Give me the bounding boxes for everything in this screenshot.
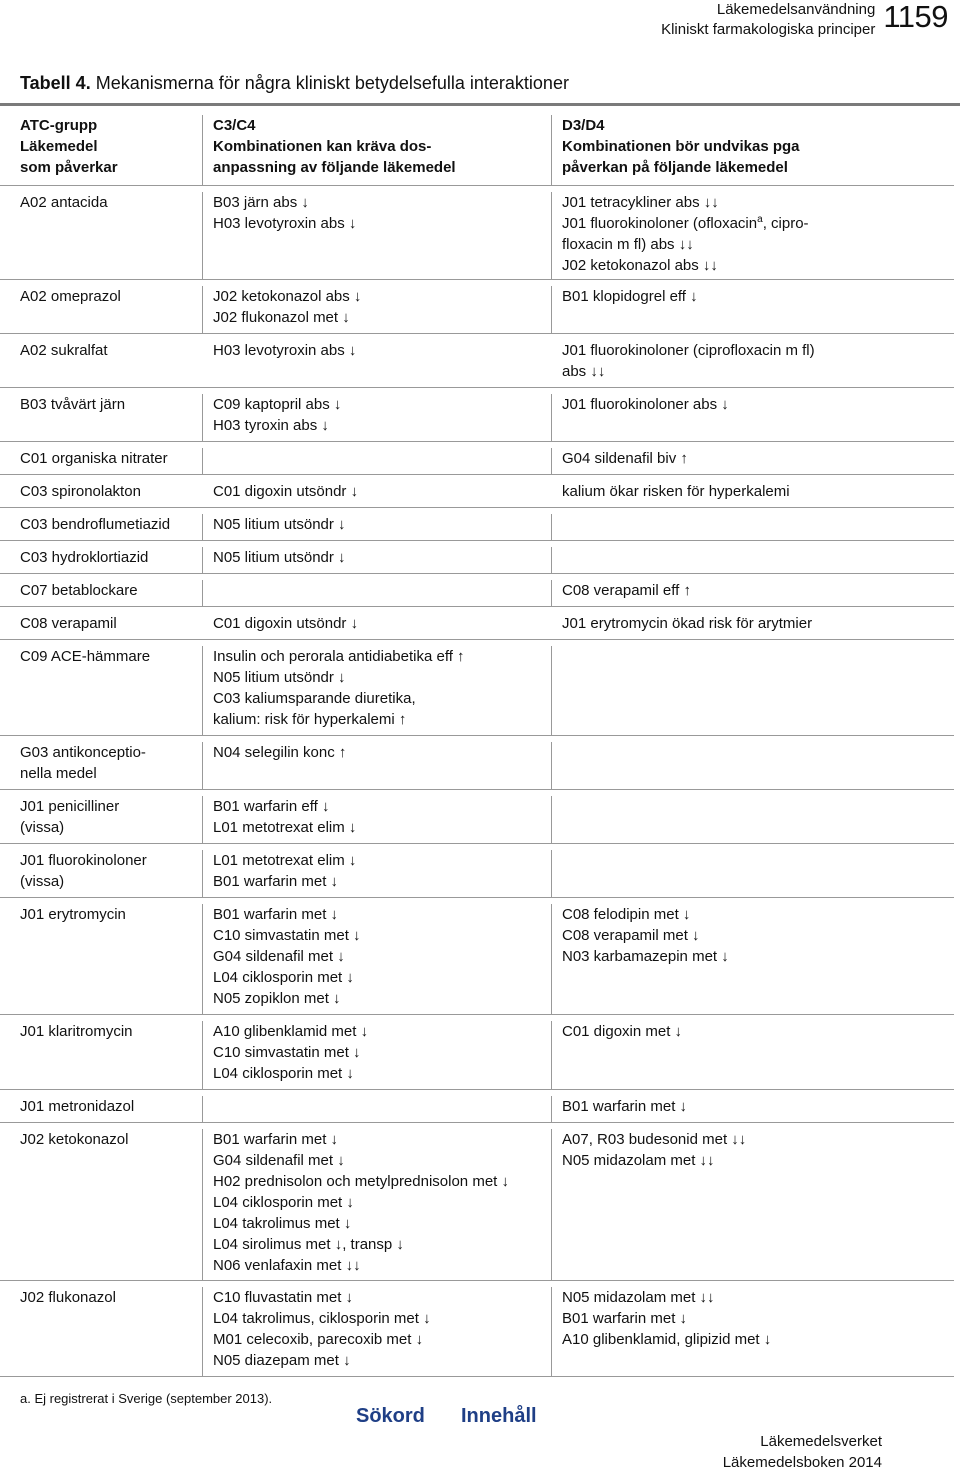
atc-cell [0, 796, 203, 843]
cell-line: H03 levotyroxin abs ↓ [213, 342, 357, 359]
cell-line: L01 metotrexat elim ↓ [213, 819, 357, 836]
header-line: D3/D4 [562, 117, 605, 134]
atc-cell [0, 613, 203, 639]
cell-line: C01 digoxin utsöndr ↓ [213, 615, 359, 632]
cell-line: C01 digoxin utsöndr ↓ [213, 483, 359, 500]
cell-line: C10 fluvastatin met ↓ [213, 1289, 354, 1306]
cell-line: C08 verapamil [20, 615, 117, 632]
publisher-name: Läkemedelsverket [760, 1433, 882, 1450]
header-line: anpassning av följande läkemedel [213, 159, 456, 176]
cell-line: C10 simvastatin met ↓ [213, 1044, 361, 1061]
table-body [0, 186, 954, 1377]
cell-line: J01 erytromycin [20, 906, 126, 923]
d3d4-cell [552, 904, 954, 1014]
cell-line: C03 kaliumsparande diuretika, [213, 690, 416, 707]
table-row [0, 844, 954, 898]
c3c4-cell [203, 580, 552, 606]
cell-line: C01 organiska nitrater [20, 450, 168, 467]
cell-line: C08 verapamil met ↓ [562, 927, 700, 944]
d3d4-cell [552, 850, 954, 897]
cell-line: N05 zopiklon met ↓ [213, 990, 341, 1007]
table-row [0, 334, 954, 388]
header-line: som påverkar [20, 159, 118, 176]
table-row [0, 1015, 954, 1090]
atc-cell [0, 481, 203, 507]
d3d4-cell [552, 580, 954, 606]
d3d4-cell [552, 394, 954, 441]
c3c4-cell [203, 514, 552, 540]
cell-line: C03 hydroklortiazid [20, 549, 149, 566]
cell-line: kalium: risk för hyperkalemi ↑ [213, 711, 407, 728]
table-title: Mekanismerna för några kliniskt betydelsefulla interaktioner [95, 73, 569, 93]
cell-line: J02 flukonazol [20, 1289, 116, 1306]
cell-line: M01 celecoxib, parecoxib met ↓ [213, 1331, 424, 1348]
table-header [0, 106, 954, 186]
atc-cell [0, 1021, 203, 1089]
cell-line: A02 sukralfat [20, 342, 108, 359]
header-line: Läkemedel [20, 138, 98, 155]
d3d4-cell [552, 192, 954, 279]
cell-line: G03 antikonceptio- [20, 744, 146, 761]
running-header [661, 0, 875, 40]
table-row [0, 574, 954, 607]
c3c4-cell [203, 850, 552, 897]
atc-cell [0, 340, 203, 387]
atc-cell [0, 904, 203, 1014]
cell-line: (vissa) [20, 819, 65, 836]
cell-line: J01 fluorokinoloner [20, 852, 147, 869]
cell-line: N05 diazepam met ↓ [213, 1352, 351, 1369]
atc-cell [0, 646, 203, 735]
cell-line: L04 takrolimus, ciklosporin met ↓ [213, 1310, 431, 1327]
d3d4-cell [552, 514, 954, 540]
cell-line: N04 selegilin konc ↑ [213, 744, 347, 761]
cell-line: G04 sildenafil met ↓ [213, 948, 345, 965]
cell-line: abs ↓↓ [562, 363, 606, 380]
cell-line: C01 digoxin met ↓ [562, 1023, 683, 1040]
table-caption [20, 73, 569, 94]
cell-line: A07, R03 budesonid met ↓↓ [562, 1131, 747, 1148]
atc-cell [0, 850, 203, 897]
header-atc [0, 115, 203, 185]
cell-line: A02 omeprazol [20, 288, 121, 305]
cell-line: N03 karbamazepin met ↓ [562, 948, 729, 965]
header-c3c4 [203, 115, 552, 185]
page-header [661, 0, 948, 40]
atc-cell [0, 448, 203, 474]
cell-line: B03 tvåvärt järn [20, 396, 126, 413]
atc-cell [0, 1287, 203, 1376]
cell-line: A02 antacida [20, 194, 108, 211]
table-of-contents-link[interactable]: Innehåll [461, 1405, 537, 1427]
cell-line: G04 sildenafil met ↓ [213, 1152, 345, 1169]
d3d4-cell [552, 1021, 954, 1089]
cell-line: C03 bendroflumetiazid [20, 516, 171, 533]
cell-line: J01 fluorokinoloner (ofloxacin$^a$, cipro- [562, 214, 809, 232]
cell-line: Insulin och perorala antidiabetika eff ↑ [213, 648, 465, 665]
table-row [0, 790, 954, 844]
cell-line: J01 tetracykliner abs ↓↓ [562, 194, 719, 211]
header-line: C3/C4 [213, 117, 256, 134]
table-row [0, 607, 954, 640]
cell-line: C07 betablockare [20, 582, 138, 599]
cell-line: B03 järn abs ↓ [213, 194, 309, 211]
table-row [0, 475, 954, 508]
cell-line: J02 ketokonazol abs ↓↓ [562, 257, 718, 274]
cell-line: L04 ciklosporin met ↓ [213, 1194, 354, 1211]
c3c4-cell [203, 613, 552, 639]
cell-line: H03 tyroxin abs ↓ [213, 417, 329, 434]
c3c4-cell [203, 340, 552, 387]
cell-line: N06 venlafaxin met ↓↓ [213, 1257, 361, 1274]
atc-cell [0, 192, 203, 279]
atc-cell [0, 1129, 203, 1280]
d3d4-cell [552, 448, 954, 474]
table-label: Tabell 4. [20, 73, 91, 93]
c3c4-cell [203, 1021, 552, 1089]
cell-line: C08 felodipin met ↓ [562, 906, 691, 923]
c3c4-cell [203, 1287, 552, 1376]
c3c4-cell [203, 904, 552, 1014]
cell-line: B01 klopidogrel eff ↓ [562, 288, 698, 305]
header-section: Läkemedelsanvändning [716, 1, 876, 18]
c3c4-cell [203, 1096, 552, 1122]
header-line: Kombinationen kan kräva dos- [213, 138, 432, 155]
table-row [0, 508, 954, 541]
table-row [0, 736, 954, 790]
d3d4-cell [552, 547, 954, 573]
c3c4-cell [203, 796, 552, 843]
cell-line: B01 warfarin met ↓ [562, 1310, 688, 1327]
cell-line: N05 litium utsöndr ↓ [213, 516, 346, 533]
cell-text-continuation: , cipro- [762, 215, 809, 232]
table-row [0, 1090, 954, 1123]
c3c4-cell [203, 646, 552, 735]
cell-line: kalium ökar risken för hyperkalemi [562, 483, 790, 500]
cell-line: N05 midazolam met ↓↓ [562, 1289, 715, 1306]
page-number: 1159 [883, 0, 948, 34]
interaction-table [0, 106, 954, 1377]
d3d4-cell [552, 742, 954, 789]
d3d4-cell [552, 1287, 954, 1376]
cell-line: L04 ciklosporin met ↓ [213, 969, 354, 986]
cell-line: A10 glibenklamid, glipizid met ↓ [562, 1331, 772, 1348]
d3d4-cell [552, 613, 954, 639]
cell-line: B01 warfarin met ↓ [213, 1131, 339, 1148]
c3c4-cell [203, 394, 552, 441]
table-row [0, 388, 954, 442]
c3c4-cell [203, 192, 552, 279]
cell-line: J01 penicilliner [20, 798, 120, 815]
d3d4-cell [552, 286, 954, 333]
c3c4-cell [203, 742, 552, 789]
table-row [0, 186, 954, 280]
c3c4-cell [203, 481, 552, 507]
table-row [0, 442, 954, 475]
cell-line: A10 glibenklamid met ↓ [213, 1023, 369, 1040]
atc-cell [0, 394, 203, 441]
cell-line: J01 fluorokinoloner abs ↓ [562, 396, 729, 413]
table-row [0, 541, 954, 574]
cell-line: floxacin m fl) abs ↓↓ [562, 236, 694, 253]
table-row [0, 280, 954, 334]
cell-line: C10 simvastatin met ↓ [213, 927, 361, 944]
cell-line: N05 litium utsöndr ↓ [213, 549, 346, 566]
cell-line: C08 verapamil eff ↑ [562, 582, 691, 599]
cell-line: J01 klaritromycin [20, 1023, 133, 1040]
d3d4-cell [552, 340, 954, 387]
footnote: a. Ej registrerat i Sverige (september 2013). [20, 1391, 273, 1406]
cell-line: B01 warfarin eff ↓ [213, 798, 330, 815]
c3c4-cell [203, 547, 552, 573]
cell-line: L04 ciklosporin met ↓ [213, 1065, 354, 1082]
d3d4-cell [552, 481, 954, 507]
atc-cell [0, 742, 203, 789]
cell-line: J01 metronidazol [20, 1098, 135, 1115]
cell-line: H02 prednisolon och metylprednisolon met ↓ [213, 1173, 509, 1190]
cell-line: N05 litium utsöndr ↓ [213, 669, 346, 686]
table-row [0, 640, 954, 736]
c3c4-cell [203, 448, 552, 474]
cell-line: C03 spironolakton [20, 483, 141, 500]
table-row [0, 1281, 954, 1377]
publisher-footer [723, 1431, 882, 1473]
cell-line: B01 warfarin met ↓ [562, 1098, 688, 1115]
cell-line: nella medel [20, 765, 97, 782]
cell-line: C09 ACE-hämmare [20, 648, 151, 665]
atc-cell [0, 514, 203, 540]
cell-line: C09 kaptopril abs ↓ [213, 396, 342, 413]
d3d4-cell [552, 1096, 954, 1122]
cell-line: L04 takrolimus met ↓ [213, 1215, 352, 1232]
header-line: påverkan på följande läkemedel [562, 159, 788, 176]
cell-line: J02 ketokonazol [20, 1131, 129, 1148]
atc-cell [0, 1096, 203, 1122]
cell-line: H03 levotyroxin abs ↓ [213, 215, 357, 232]
cell-line: (vissa) [20, 873, 65, 890]
cell-line: J02 flukonazol met ↓ [213, 309, 350, 326]
header-subsection: Kliniskt farmakologiska principer [661, 21, 876, 38]
cell-line: L01 metotrexat elim ↓ [213, 852, 357, 869]
header-line: ATC-grupp [20, 117, 98, 134]
atc-cell [0, 286, 203, 333]
cell-line: J01 erytromycin ökad risk för arytmier [562, 615, 813, 632]
d3d4-cell [552, 646, 954, 735]
cell-line: L04 sirolimus met ↓, transp ↓ [213, 1236, 404, 1253]
cell-line: N05 midazolam met ↓↓ [562, 1152, 715, 1169]
header-d3d4 [552, 115, 954, 185]
c3c4-cell [203, 1129, 552, 1280]
footnote-marker: a [757, 214, 763, 225]
d3d4-cell [552, 796, 954, 843]
cell-line: J02 ketokonazol abs ↓ [213, 288, 362, 305]
cell-line: B01 warfarin met ↓ [213, 873, 339, 890]
c3c4-cell [203, 286, 552, 333]
book-title: Läkemedelsboken 2014 [722, 1454, 882, 1471]
d3d4-cell [552, 1129, 954, 1280]
cell-line: J01 fluorokinoloner (ciprofloxacin m fl) [562, 342, 815, 359]
cell-line: G04 sildenafil biv ↑ [562, 450, 688, 467]
table-row [0, 898, 954, 1015]
atc-cell [0, 580, 203, 606]
search-index-link[interactable]: Sökord [356, 1405, 425, 1427]
cell-line: B01 warfarin met ↓ [213, 906, 339, 923]
table-row [0, 1123, 954, 1281]
atc-cell [0, 547, 203, 573]
header-line: Kombinationen bör undvikas pga [562, 138, 800, 155]
